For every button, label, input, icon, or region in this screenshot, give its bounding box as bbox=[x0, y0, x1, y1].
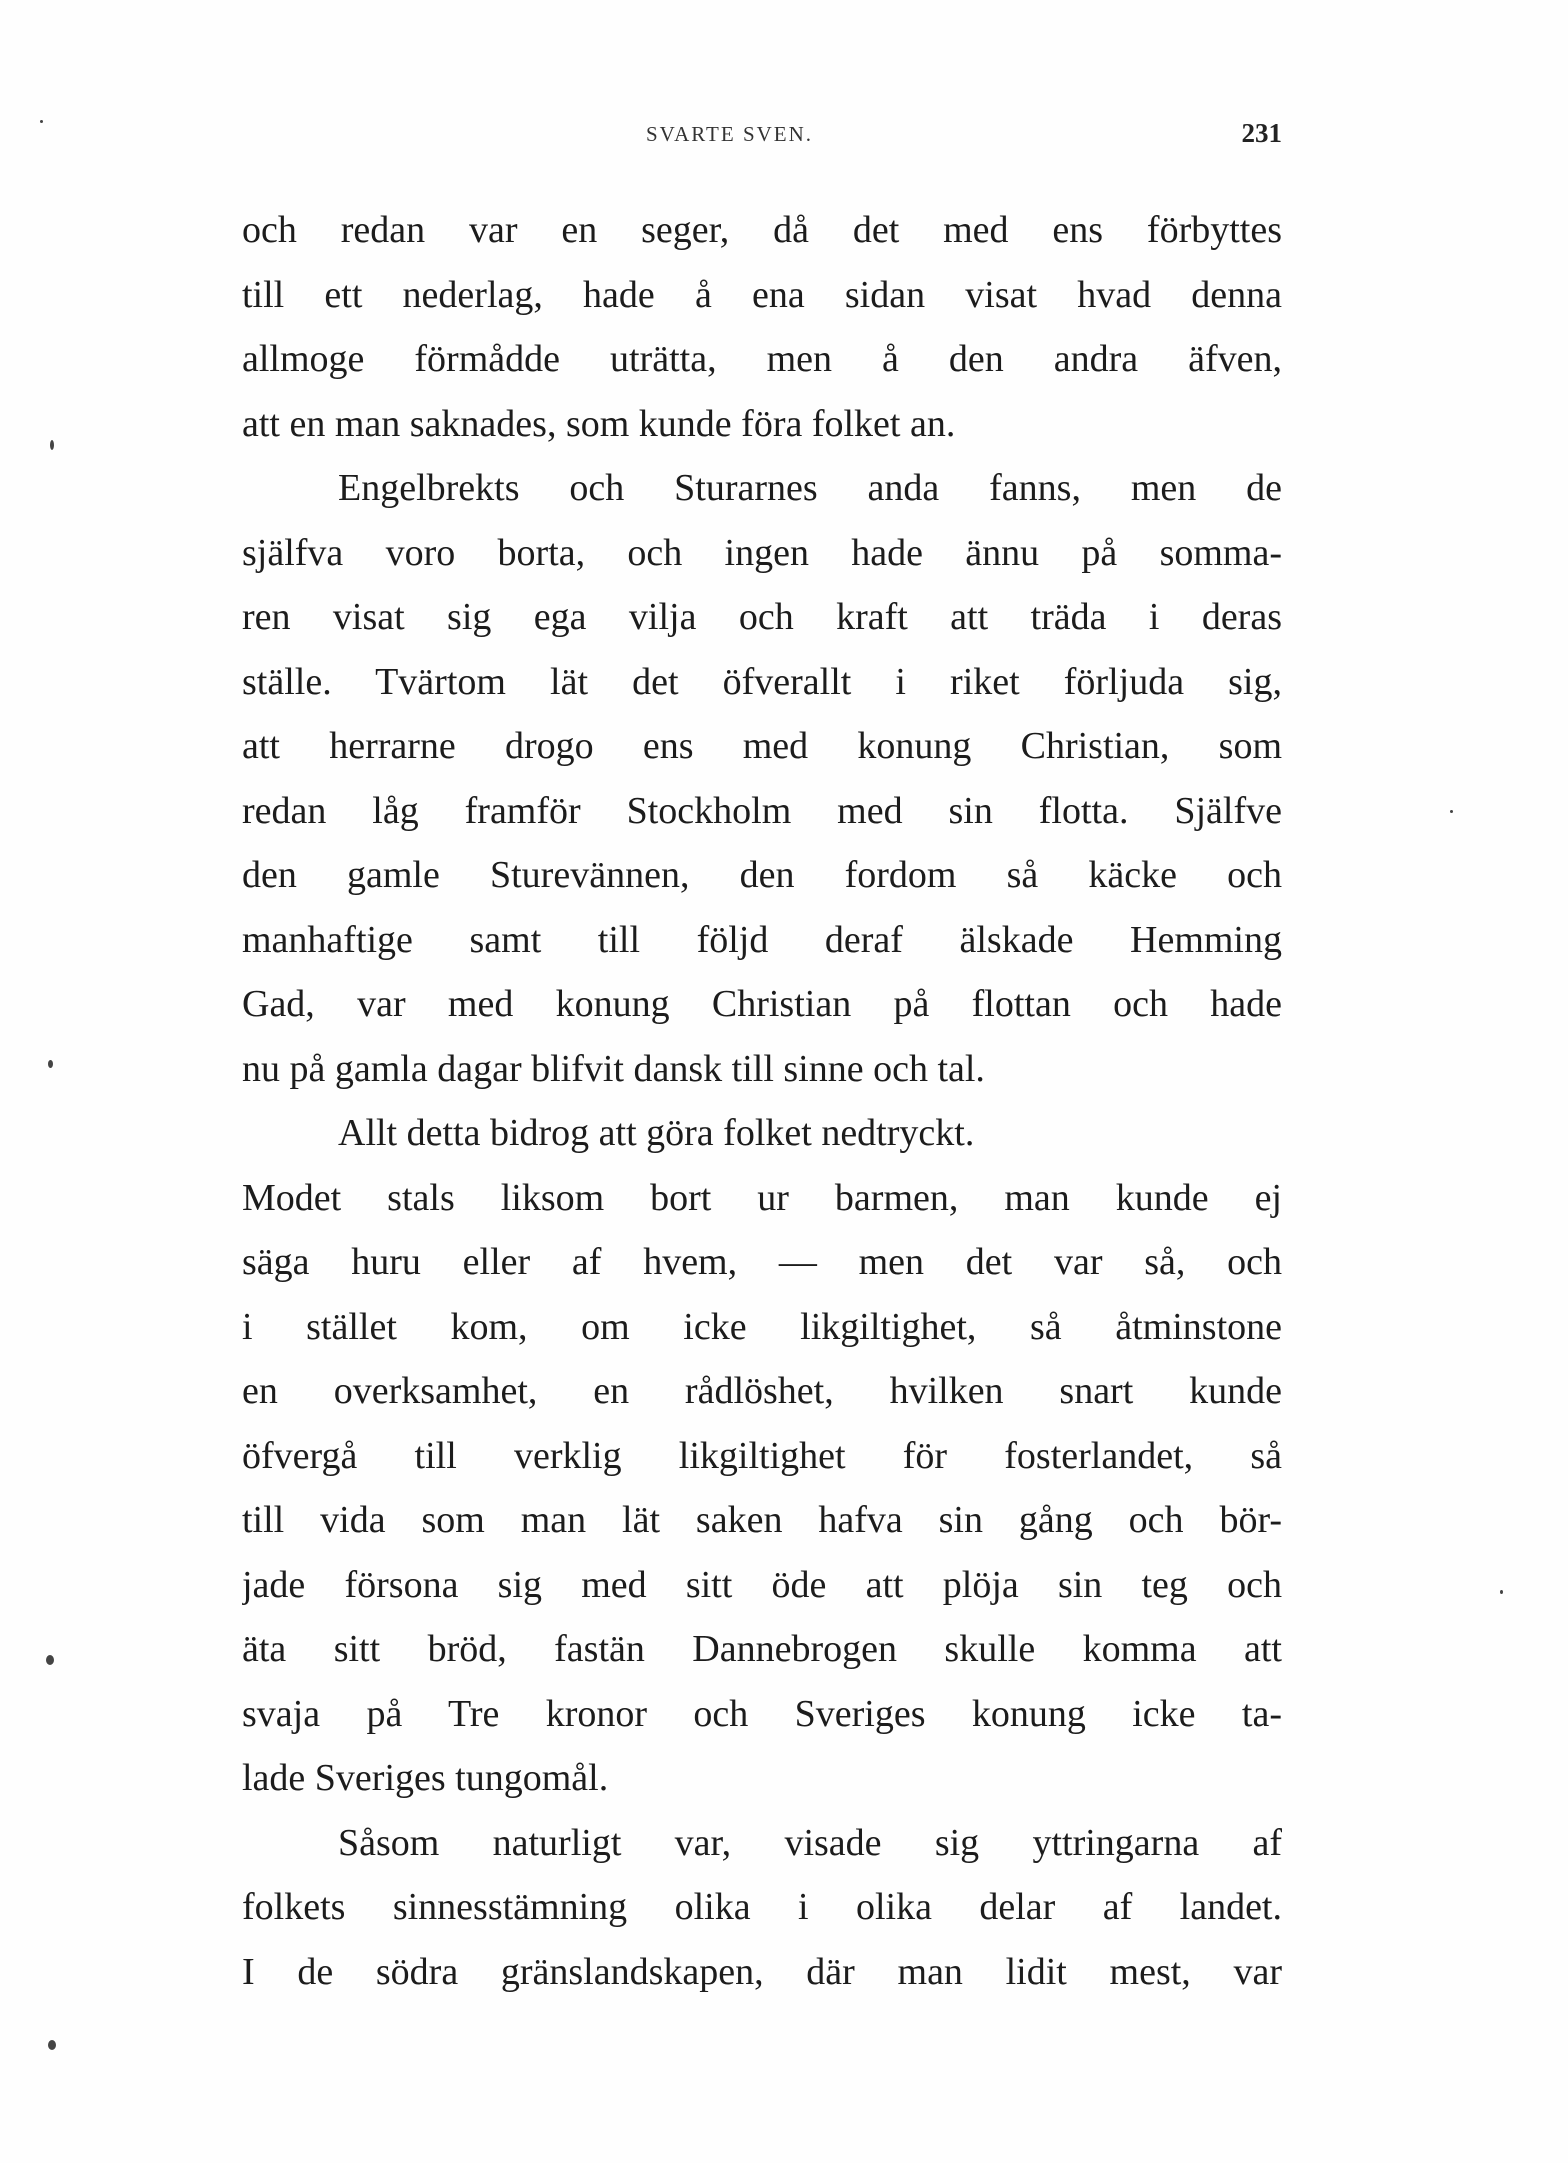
scan-speck bbox=[48, 1060, 53, 1068]
text-line: äta sitt bröd, fastän Dannebrogen skulle komma att bbox=[242, 1628, 1282, 1670]
text-line: ren visat sig ega vilja och kraft att träda i deras bbox=[242, 596, 1282, 638]
text-line: nu på gamla dagar blifvit dansk till sinne och tal. bbox=[242, 1047, 985, 1090]
running-head: SVARTE SVEN. bbox=[646, 122, 814, 146]
text-line: lade Sveriges tungomål. bbox=[242, 1757, 609, 1799]
text-line: i stället kom, om icke likgiltighet, så åtminstone bbox=[242, 1305, 1282, 1348]
text-line: en overksamhet, en rådlöshet, hvilken snart kunde bbox=[242, 1370, 1282, 1412]
paragraph-start-line: Såsom naturligt var, visade sig yttringarna af bbox=[338, 1821, 1282, 1864]
text-line: att herrarne drogo ens med konung Christian, som bbox=[242, 725, 1282, 767]
scan-speck bbox=[48, 2040, 56, 2050]
text-line: ställe. Tvärtom lät det öfverallt i riket förljuda sig, bbox=[242, 660, 1282, 703]
scan-speck bbox=[1450, 810, 1453, 813]
body-text bbox=[242, 198, 1282, 2004]
page-header bbox=[242, 118, 1282, 162]
text-line: den gamle Sturevännen, den fordom så käcke och bbox=[242, 854, 1282, 896]
scan-speck bbox=[46, 1655, 54, 1665]
text-line: I de södra gränslandskapen, där man lidit mest, var bbox=[242, 1950, 1282, 1993]
text-line: Modet stals liksom bort ur barmen, man kunde ej bbox=[242, 1176, 1282, 1219]
text-line: och redan var en seger, då det med ens förbyttes bbox=[242, 209, 1282, 251]
paragraph-start-line: Allt detta bidrog att göra folket nedtryckt. bbox=[338, 1112, 975, 1154]
text-line: till ett nederlag, hade å ena sidan visat hvad denna bbox=[242, 273, 1282, 316]
text-line: redan låg framför Stockholm med sin flotta. Själfve bbox=[242, 789, 1282, 832]
text-line: allmoge förmådde uträtta, men å den andra äfven, bbox=[242, 338, 1282, 380]
paragraph-start-line: Engelbrekts och Sturarnes anda fanns, men de bbox=[338, 467, 1282, 509]
page-number: 231 bbox=[1241, 118, 1282, 148]
scan-speck bbox=[1500, 1590, 1503, 1594]
text-line: folkets sinnesstämning olika i olika delar af landet. bbox=[242, 1886, 1282, 1928]
scan-speck bbox=[40, 120, 43, 123]
text-line: öfvergå till verklig likgiltighet för fosterlandet, så bbox=[242, 1434, 1282, 1477]
text-line: manhaftige samt till följd deraf älskade Hemming bbox=[242, 918, 1282, 961]
text-line: att en man saknades, som kunde föra folket an. bbox=[242, 402, 956, 445]
text-line: till vida som man lät saken hafva sin gång och bör- bbox=[242, 1499, 1282, 1541]
text-line: svaja på Tre kronor och Sveriges konung icke ta- bbox=[242, 1692, 1282, 1735]
text-line: själfva voro borta, och ingen hade ännu på somma- bbox=[242, 531, 1282, 574]
text-line: jade försona sig med sitt öde att plöja sin teg och bbox=[242, 1563, 1282, 1606]
text-line: säga huru eller af hvem, — men det var så, och bbox=[242, 1241, 1282, 1283]
text-line: Gad, var med konung Christian på flottan och hade bbox=[242, 983, 1282, 1025]
scan-speck bbox=[50, 440, 54, 450]
